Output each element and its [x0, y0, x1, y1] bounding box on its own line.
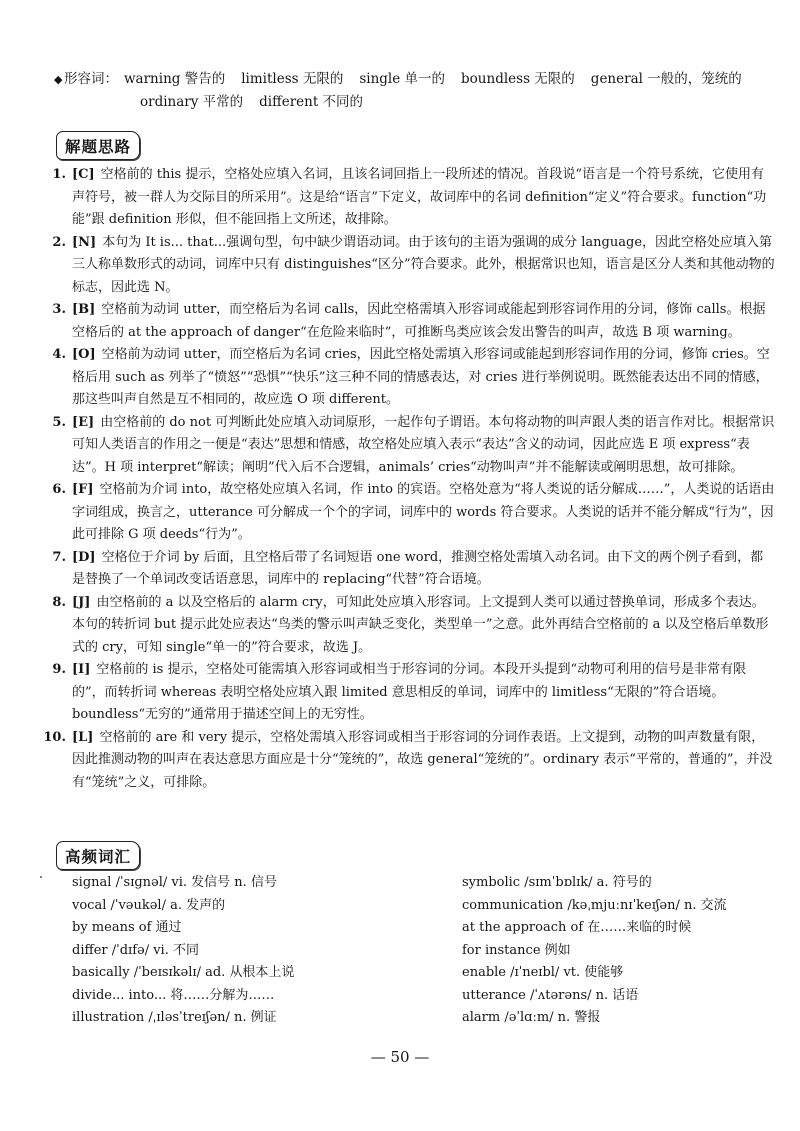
vocab-entry: differ /ˈdɪfə/ vi. 不同: [72, 942, 199, 958]
adjective-list: [54, 68, 764, 114]
explanation-text: 空格前的 is 提示，空格处可能需填入形容词或相当于形容词的分词。本段开头提到“动物可利用的信号是非常有限的”，而转折词 whereas 表明空格处应填入跟 limited 意思相反的单词，词库中的 limitless“无限的”符合语境。boundless“无穷的”通常用于描述空间上的无穷性。: [72, 662, 747, 722]
adjective-item: limitless 无限的: [241, 71, 344, 87]
explanation-text: 本句为 It is... that...强调句型，句中缺少谓语动词。由于该句的主语为强调的成分 language，因此空格处应填入第三人称单数形式的动词，词库中只有 distinguishes“区分”符合要求。此外，根据常识也知，语言是区分人类和其他动物的标志，因此选 N。: [72, 234, 775, 295]
explanation-text: 空格位于介词 by 后面，且空格后带了名词短语 one word，推测空格处需填入动名词。由下文的两个例子看到，都是替换了一个单词改变话语意思，词库中的 replacing“代替”符合语境。: [72, 549, 764, 587]
item-number: 5.: [52, 414, 66, 430]
vocab-entry: symbolic /sɪmˈbɒlɪk/ a. 符号的: [462, 875, 652, 890]
vocab-entry: communication /kəˌmjuːnɪˈkeɪʃən/ n. 交流: [462, 897, 727, 913]
answer-key: [D]: [72, 549, 96, 565]
item-number: 9.: [52, 662, 66, 677]
explanation-item: [40, 344, 775, 412]
item-number: 4.: [52, 347, 66, 362]
item-number: 8.: [52, 594, 66, 610]
adjective-line-1: [54, 68, 764, 91]
ink-dot: [40, 876, 42, 878]
item-number: 1.: [52, 167, 66, 182]
page-number: — 50 —: [370, 1048, 430, 1066]
explanation-item: [40, 164, 775, 232]
adjective-item: single 单一的: [359, 71, 446, 87]
explanation-text: 空格前为介词 into，故空格处应填入名词，作 into 的宾语。空格处意为“将人类说的话分解成……”，人类说的话语由字词组成，换言之，utterance 可分解成一个个的字词，词库中的 words 符合要求。人类说的话并不能分解成“行为”，因此可排除 G 项 deeds“行为”。: [72, 482, 775, 542]
diamond-bullet-icon: ◆: [54, 73, 63, 86]
vocab-entry: utterance /ˈʌtərəns/ n. 话语: [462, 987, 639, 1003]
answer-key: [L]: [72, 729, 94, 745]
vocab-entry: illustration /ˌɪləsˈtreɪʃən/ n. 例证: [72, 1010, 277, 1025]
item-number: 6.: [52, 482, 66, 497]
adjective-item: general 一般的，笼统的: [590, 71, 742, 87]
explanation-item: [40, 659, 775, 727]
answer-key: [I]: [72, 662, 91, 677]
explanation-text: 由空格前的 a 以及空格后的 alarm cry，可知此处应填入形容词。上文提到人类可以通过替换单词，形成多个表达。本句的转折词 but 提示此处应表达“鸟类的警示叫声缺乏变化，类型单一”之意。此外再结合空格前的 a 以及空格后单数形式的 cry，可知 single“单一的”符合要求，故选 J。: [72, 594, 769, 655]
vocab-entry: vocal /ˈvəukəl/ a. 发声的: [72, 897, 226, 913]
item-number: 7.: [52, 549, 66, 565]
item-number: 2.: [52, 234, 66, 250]
adjective-item: ordinary 平常的: [140, 94, 244, 110]
vocab-section-title: 高频词汇: [56, 841, 140, 870]
explanation-item: [40, 547, 775, 592]
item-number: 3.: [52, 302, 66, 317]
vocab-entry: by means of 通过: [72, 920, 182, 935]
vocab-entry: for instance 例如: [462, 942, 571, 958]
explanation-item: [40, 592, 775, 660]
answer-key: [B]: [72, 302, 96, 317]
explanation-text: 空格前为动词 utter，而空格后为名词 cries，因此空格处需填入形容词或能起到形容词作用的分词，修饰 cries。空格后用 such as 列举了“愤怒”“恐惧”“快乐”这三种不同的情感表达，对 cries 进行举例说明。既然能表达出不同的情感，那这些叫声自然是互不相同的，故应选 O 项 different。: [72, 347, 770, 407]
vocab-entry: alarm /əˈlɑːm/ n. 警报: [462, 1010, 601, 1025]
vocab-entry: at the approach of 在……来临的时候: [462, 920, 692, 935]
adjective-item: warning 警告的: [124, 71, 226, 87]
explanation-text: 由空格前的 do not 可判断此处应填入动词原形，一起作句子谓语。本句将动物的叫声跟人类的语言作对比。根据常识可知人类语言的作用之一便是“表达”思想和情感，故空格处应填入表示“表达”含义的动词，因此应选 E 项 express“表达”。H 项 interpret“解读；阐明”代入后不合逻辑，animals’ cries“动物叫声”并不能解读或阐明思想，故可排除。: [72, 414, 775, 475]
adjective-item: different 不同的: [259, 94, 364, 110]
adjective-label: 形容词：: [64, 71, 118, 87]
explanation-item: [40, 727, 775, 795]
adjective-line-2: [54, 91, 764, 114]
explanation-item: [40, 299, 775, 344]
explanation-item: [40, 232, 775, 300]
answer-key: [C]: [72, 167, 95, 182]
answer-key: [J]: [72, 594, 91, 610]
answer-key: [N]: [72, 234, 97, 250]
explanation-text: 空格前为动词 utter，而空格后为名词 calls，因此空格需填入形容词或能起到形容词作用的分词，修饰 calls。根据空格后的 at the approach of danger“在危险来临时”，可推断鸟类应该会发出警告的叫声，故选 B 项 warning。: [72, 302, 766, 340]
explanation-item: [40, 479, 775, 547]
analysis-section-title: 解题思路: [56, 131, 140, 160]
explanation-text: 空格前的 are 和 very 提示，空格处需填入形容词或相当于形容词的分词作表语。上文提到，动物的叫声数量有限，因此推测动物的叫声在表达意思方面应是十分“笼统的”，故选 general“笼统的”。ordinary 表示“平常的，普通的”，并没有“笼统”之义，可排除。: [72, 729, 773, 790]
answer-key: [F]: [72, 482, 94, 497]
explanation-list: [40, 164, 775, 794]
answer-key: [O]: [72, 347, 96, 362]
vocab-column-left: [72, 872, 442, 1030]
vocab-column-right: [462, 872, 782, 1030]
vocab-entry: basically /ˈbeɪsɪkəlɪ/ ad. 从根本上说: [72, 965, 295, 980]
vocab-entry: divide... into... 将……分解为……: [72, 987, 275, 1003]
adjective-item: boundless 无限的: [461, 71, 575, 87]
answer-key: [E]: [72, 414, 95, 430]
vocab-entry: enable /ɪˈneɪbl/ vt. 使能够: [462, 965, 624, 980]
explanation-item: [40, 412, 775, 480]
explanation-text: 空格前的 this 提示，空格处应填入名词，且该名词回指上一段所述的情况。首段说“语言是一个符号系统，它使用有声符号，被一群人为交际目的所采用”。这是给“语言”下定义，故词库中的名词 definition“定义”符合要求。function“功能”跟 definition 形似，但不能回指上文所述，故排除。: [72, 167, 767, 227]
vocab-entry: signal /ˈsɪɡnəl/ vi. 发信号 n. 信号: [72, 875, 277, 890]
item-number: 10.: [43, 729, 66, 745]
